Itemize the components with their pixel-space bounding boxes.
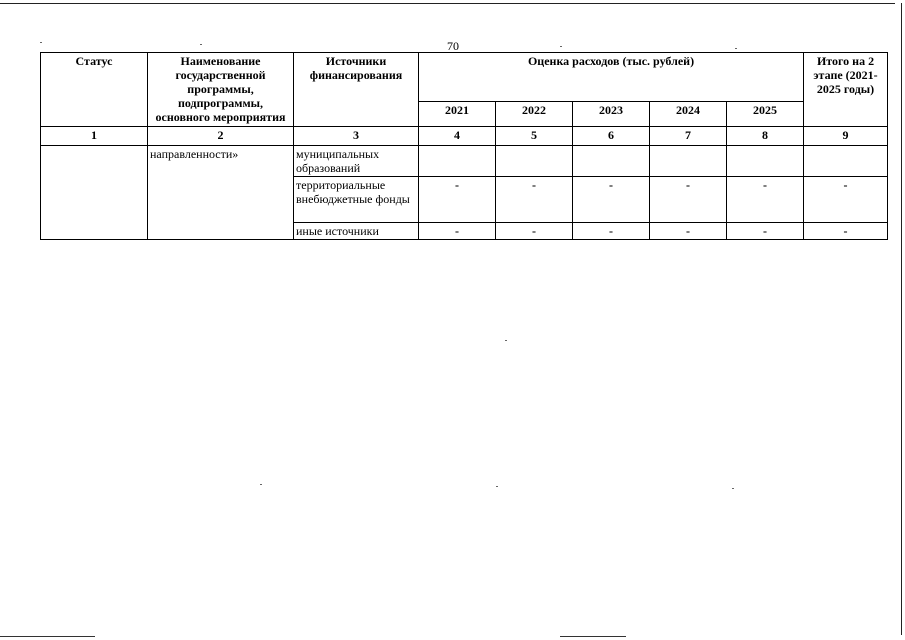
header-total: Итого на 2 этапе (2021-2025 годы) xyxy=(804,53,888,127)
table-row xyxy=(41,146,888,177)
colnum-4: 4 xyxy=(419,127,496,146)
scan-edge-line xyxy=(0,636,95,637)
scan-speck xyxy=(505,340,507,341)
value-cell xyxy=(573,146,650,177)
scan-speck xyxy=(732,488,734,489)
colnum-5: 5 xyxy=(496,127,573,146)
scan-speck xyxy=(496,486,498,487)
value-cell: - xyxy=(727,223,804,240)
value-cell: - xyxy=(804,223,888,240)
page-edge-right xyxy=(901,3,902,635)
colnum-2: 2 xyxy=(148,127,294,146)
value-cell: - xyxy=(496,177,573,223)
value-cell: - xyxy=(804,177,888,223)
value-cell xyxy=(727,146,804,177)
colnum-9: 9 xyxy=(804,127,888,146)
page-number: 70 xyxy=(447,39,459,53)
page-edge-top xyxy=(0,3,895,4)
scan-speck xyxy=(560,46,562,47)
value-cell: - xyxy=(419,223,496,240)
year-2024: 2024 xyxy=(650,102,727,127)
value-cell xyxy=(419,146,496,177)
status-cell xyxy=(41,146,148,240)
header-sources: Источники финансирования xyxy=(294,53,419,127)
colnum-3: 3 xyxy=(294,127,419,146)
program-name-cell: направленности» xyxy=(148,146,294,240)
scan-speck xyxy=(200,44,202,45)
value-cell xyxy=(804,146,888,177)
value-cell: - xyxy=(650,223,727,240)
value-cell: - xyxy=(419,177,496,223)
header-name: Наименование государственной программы, подпрограммы, основного мероприятия xyxy=(148,53,294,127)
value-cell: - xyxy=(650,177,727,223)
value-cell: - xyxy=(573,223,650,240)
value-cell: - xyxy=(496,223,573,240)
scan-speck xyxy=(260,484,262,485)
scan-edge-line xyxy=(560,636,626,637)
source-cell: территориальные внебюджетные фонды xyxy=(294,177,419,223)
year-2022: 2022 xyxy=(496,102,573,127)
scan-speck xyxy=(735,48,737,49)
year-2021: 2021 xyxy=(419,102,496,127)
value-cell xyxy=(496,146,573,177)
colnum-1: 1 xyxy=(41,127,148,146)
value-cell xyxy=(650,146,727,177)
source-cell: муниципальных образований xyxy=(294,146,419,177)
scan-speck xyxy=(40,42,42,43)
column-numbers-row xyxy=(41,127,888,146)
header-status: Статус xyxy=(41,53,148,127)
year-2023: 2023 xyxy=(573,102,650,127)
header-row xyxy=(41,53,888,102)
colnum-6: 6 xyxy=(573,127,650,146)
colnum-8: 8 xyxy=(727,127,804,146)
value-cell: - xyxy=(573,177,650,223)
colnum-7: 7 xyxy=(650,127,727,146)
expenses-table xyxy=(40,52,888,240)
value-cell: - xyxy=(727,177,804,223)
year-2025: 2025 xyxy=(727,102,804,127)
header-expenses: Оценка расходов (тыс. рублей) xyxy=(419,53,804,102)
source-cell: иные источники xyxy=(294,223,419,240)
